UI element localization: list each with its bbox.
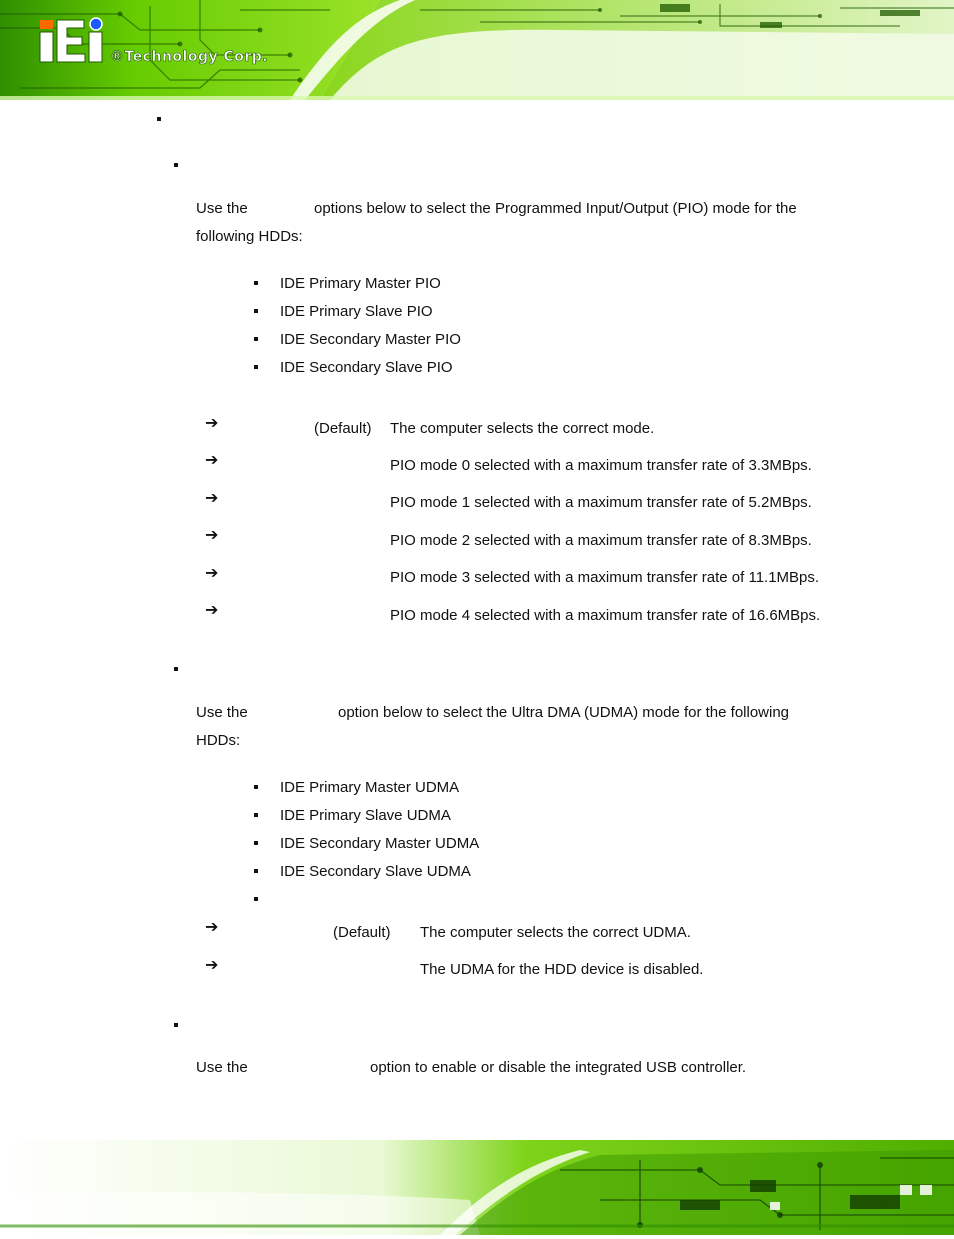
usb-intro-prefix: Use the xyxy=(196,1059,248,1076)
arrow-right-icon: ➔ xyxy=(205,413,219,432)
pio-intro-line2: following HDDs: xyxy=(196,228,303,245)
arrow-right-icon: ➔ xyxy=(205,488,219,507)
arrow-right-icon: ➔ xyxy=(205,600,219,619)
option-description: PIO mode 3 selected with a maximum transfer rate of 11.1MBps. xyxy=(390,569,820,586)
footer-banner xyxy=(0,1140,954,1235)
option-description: PIO mode 2 selected with a maximum transfer rate of 8.3MBps. xyxy=(390,532,812,549)
list-bullet xyxy=(254,785,258,789)
list-bullet xyxy=(254,897,258,901)
arrow-right-icon: ➔ xyxy=(205,563,219,582)
list-item: IDE Secondary Master UDMA xyxy=(280,835,480,852)
option-description: PIO mode 1 selected with a maximum transfer rate of 5.2MBps. xyxy=(390,494,812,511)
list-item: IDE Secondary Slave UDMA xyxy=(280,863,471,880)
usb-intro-suffix: option to enable or disable the integrated USB controller. xyxy=(370,1059,747,1076)
arrow-right-icon: ➔ xyxy=(205,525,219,544)
section-bullet xyxy=(157,117,161,121)
list-bullet xyxy=(254,365,258,369)
option-description: The computer selects the correct UDMA. xyxy=(420,924,691,941)
section-bullet xyxy=(174,163,178,167)
pio-intro-prefix: Use the xyxy=(196,200,248,217)
list-item: IDE Primary Slave PIO xyxy=(280,303,433,320)
list-item: IDE Primary Master PIO xyxy=(280,275,441,292)
arrow-right-icon: ➔ xyxy=(205,450,219,469)
section-bullet xyxy=(174,667,178,671)
list-bullet xyxy=(254,869,258,873)
section-bullet xyxy=(174,1023,178,1027)
udma-intro-suffix: option below to select the Ultra DMA (UDMA) mode for the following xyxy=(338,704,790,721)
list-bullet xyxy=(254,841,258,845)
list-bullet xyxy=(254,309,258,313)
logo-text: ®Technology Corp. xyxy=(110,49,269,65)
option-description: PIO mode 4 selected with a maximum transfer rate of 16.6MBps. xyxy=(390,607,821,624)
header-banner xyxy=(0,0,954,100)
pio-intro-suffix: options below to select the Programmed Input/Output (PIO) mode for the xyxy=(314,200,797,217)
circuit-board-footer-graphic xyxy=(0,1140,954,1235)
udma-intro-prefix: Use the xyxy=(196,704,248,721)
list-item: IDE Secondary Slave PIO xyxy=(280,359,453,376)
list-bullet xyxy=(254,337,258,341)
iei-logo xyxy=(40,18,102,62)
arrow-right-icon: ➔ xyxy=(205,917,219,936)
option-default-tag: (Default) xyxy=(314,420,372,437)
option-description: PIO mode 0 selected with a maximum transfer rate of 3.3MBps. xyxy=(390,457,812,474)
list-bullet xyxy=(254,281,258,285)
arrow-right-icon: ➔ xyxy=(205,955,219,974)
circuit-board-header-graphic xyxy=(0,0,954,100)
list-item: IDE Secondary Master PIO xyxy=(280,331,461,348)
list-bullet xyxy=(254,813,258,817)
option-default-tag: (Default) xyxy=(333,924,391,941)
option-description: The computer selects the correct mode. xyxy=(390,420,655,437)
option-description: The UDMA for the HDD device is disabled. xyxy=(420,961,704,978)
list-item: IDE Primary Master UDMA xyxy=(280,779,460,796)
udma-intro-line2: HDDs: xyxy=(196,732,241,749)
list-item: IDE Primary Slave UDMA xyxy=(280,807,451,824)
